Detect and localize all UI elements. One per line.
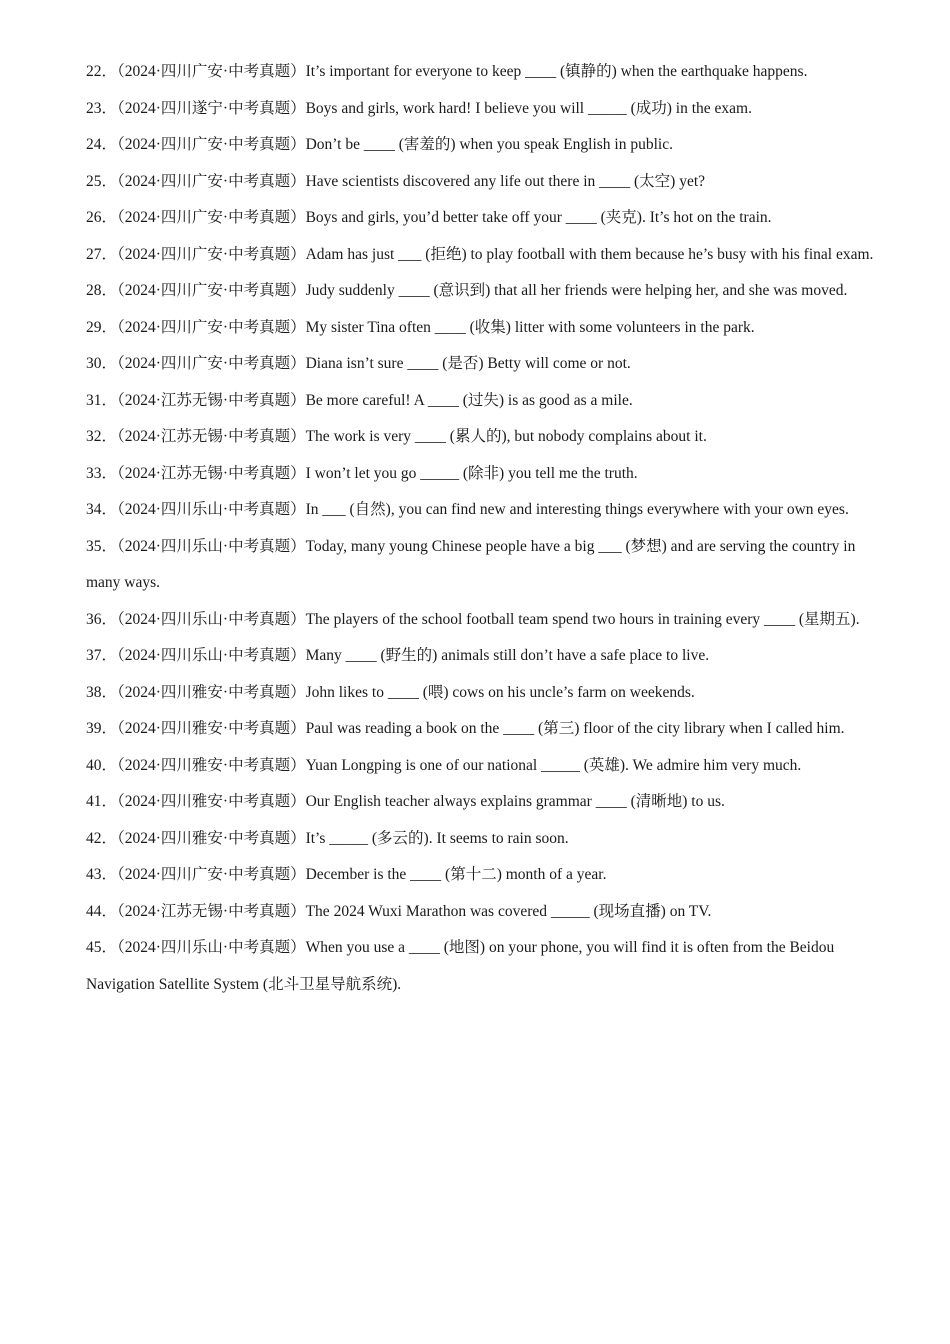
question-item — [86, 273, 876, 310]
question-item — [86, 602, 876, 639]
question-number: 40． — [86, 756, 118, 774]
question-item — [86, 419, 876, 456]
question-list — [86, 54, 876, 1003]
question-source: （2024·四川乐山·中考真题） — [117, 610, 306, 628]
question-source: （2024·四川广安·中考真题） — [117, 355, 306, 372]
question-item — [86, 54, 876, 91]
question-source: （2024·江苏无锡·中考真题） — [117, 391, 306, 409]
question-text: Have scientists discovered any life out there in ____ (太空) yet? — [305, 172, 706, 190]
question-text: The players of the school football team spend two hours in training every ____ (星期五). — [305, 610, 860, 628]
question-number: 24． — [86, 136, 118, 153]
question-source: （2024·四川广安·中考真题） — [117, 866, 306, 883]
question-item — [86, 237, 876, 274]
question-item — [86, 127, 876, 164]
question-text: Boys and girls, you’d better take off your ____ (夹克). It’s hot on the train. — [305, 209, 772, 226]
question-source: （2024·四川乐山·中考真题） — [117, 939, 306, 956]
question-source: （2024·四川广安·中考真题） — [117, 209, 306, 226]
question-item — [86, 748, 876, 785]
question-item — [86, 164, 876, 201]
question-source: （2024·江苏无锡·中考真题） — [117, 428, 306, 445]
question-source: （2024·四川乐山·中考真题） — [117, 647, 306, 664]
question-number: 26． — [86, 209, 118, 226]
question-item — [86, 383, 876, 420]
question-text: When you use a ____ (地图) on your phone, you will find it is often from the Beidou Navigation Satellite System (北斗卫星导航系统). — [86, 939, 835, 993]
question-text: Judy suddenly ____ (意识到) that all her friends were helping her, and she was moved. — [305, 282, 848, 299]
question-number: 43． — [86, 866, 118, 883]
question-item — [86, 857, 876, 894]
question-number: 41． — [86, 793, 118, 810]
question-item — [86, 784, 876, 821]
question-text: The 2024 Wuxi Marathon was covered _____ (现场直播) on TV. — [305, 902, 712, 920]
question-source: （2024·四川雅安·中考真题） — [117, 683, 306, 701]
question-number: 35． — [86, 537, 118, 555]
question-item — [86, 675, 876, 712]
question-text: Paul was reading a book on the ____ (第三) floor of the city library when I called him. — [305, 720, 845, 737]
question-source: （2024·江苏无锡·中考真题） — [117, 902, 306, 920]
question-text: I won’t let you go _____ (除非) you tell me the truth. — [305, 464, 638, 482]
question-number: 33． — [86, 464, 118, 482]
question-text: The work is very ____ (累人的), but nobody complains about it. — [305, 428, 707, 445]
question-source: （2024·四川雅安·中考真题） — [117, 829, 306, 847]
question-text: December is the ____ (第十二) month of a year. — [305, 866, 607, 883]
question-text: It’s _____ (多云的). It seems to rain soon. — [305, 829, 569, 847]
question-text: Many ____ (野生的) animals still don’t have a safe place to live. — [305, 647, 710, 664]
question-number: 45． — [86, 939, 118, 956]
question-item — [86, 638, 876, 675]
question-item — [86, 456, 876, 493]
question-item — [86, 821, 876, 858]
question-item — [86, 310, 876, 347]
question-source: （2024·四川广安·中考真题） — [117, 136, 306, 153]
question-number: 44． — [86, 902, 118, 920]
question-text: Adam has just ___ (拒绝) to play football with them because he’s busy with his final exam. — [305, 245, 874, 263]
question-number: 38． — [86, 683, 118, 701]
question-source: （2024·四川广安·中考真题） — [117, 282, 306, 299]
question-text: Diana isn’t sure ____ (是否) Betty will come or not. — [305, 355, 631, 372]
question-number: 23． — [86, 99, 118, 117]
question-item — [86, 91, 876, 128]
question-source: （2024·四川广安·中考真题） — [117, 172, 306, 190]
question-source: （2024·四川广安·中考真题） — [117, 63, 306, 80]
question-source: （2024·四川雅安·中考真题） — [117, 793, 306, 810]
question-number: 36． — [86, 610, 118, 628]
question-number: 22． — [86, 63, 118, 80]
question-item — [86, 492, 876, 529]
question-number: 27． — [86, 245, 118, 263]
question-text: Yuan Longping is one of our national _____ (英雄). We admire him very much. — [305, 756, 802, 774]
question-source: （2024·四川遂宁·中考真题） — [117, 99, 306, 117]
question-item — [86, 894, 876, 931]
question-text: Our English teacher always explains grammar ____ (清晰地) to us. — [305, 793, 725, 810]
question-source: （2024·四川广安·中考真题） — [117, 318, 306, 336]
question-number: 37． — [86, 647, 118, 664]
question-number: 42． — [86, 829, 118, 847]
question-number: 25． — [86, 172, 118, 190]
question-text: It’s important for everyone to keep ____ (镇静的) when the earthquake happens. — [305, 63, 808, 80]
question-number: 31． — [86, 391, 118, 409]
question-text: John likes to ____ (喂) cows on his uncle’s farm on weekends. — [305, 683, 695, 701]
question-number: 34． — [86, 501, 118, 518]
question-source: （2024·江苏无锡·中考真题） — [117, 464, 306, 482]
question-source: （2024·四川乐山·中考真题） — [117, 501, 306, 518]
question-item — [86, 930, 876, 1003]
question-item — [86, 529, 876, 602]
question-source: （2024·四川雅安·中考真题） — [117, 720, 306, 737]
question-item — [86, 200, 876, 237]
question-number: 32． — [86, 428, 118, 445]
question-text: Boys and girls, work hard! I believe you will _____ (成功) in the exam. — [305, 99, 752, 117]
question-item — [86, 711, 876, 748]
question-source: （2024·四川雅安·中考真题） — [117, 756, 306, 774]
question-text: In ___ (自然), you can find new and interesting things everywhere with your own eyes. — [305, 501, 849, 518]
question-text: My sister Tina often ____ (收集) litter with some volunteers in the park. — [305, 318, 755, 336]
question-text: Be more careful! A ____ (过失) is as good as a mile. — [305, 391, 633, 409]
question-text: Today, many young Chinese people have a big ___ (梦想) and are serving the country in many ways. — [86, 537, 856, 591]
question-source: （2024·四川广安·中考真题） — [117, 245, 306, 263]
question-source: （2024·四川乐山·中考真题） — [117, 537, 306, 555]
question-item — [86, 346, 876, 383]
question-number: 29． — [86, 318, 118, 336]
question-number: 28． — [86, 282, 118, 299]
question-number: 30． — [86, 355, 118, 372]
question-text: Don’t be ____ (害羞的) when you speak English in public. — [305, 136, 673, 153]
question-number: 39． — [86, 720, 118, 737]
